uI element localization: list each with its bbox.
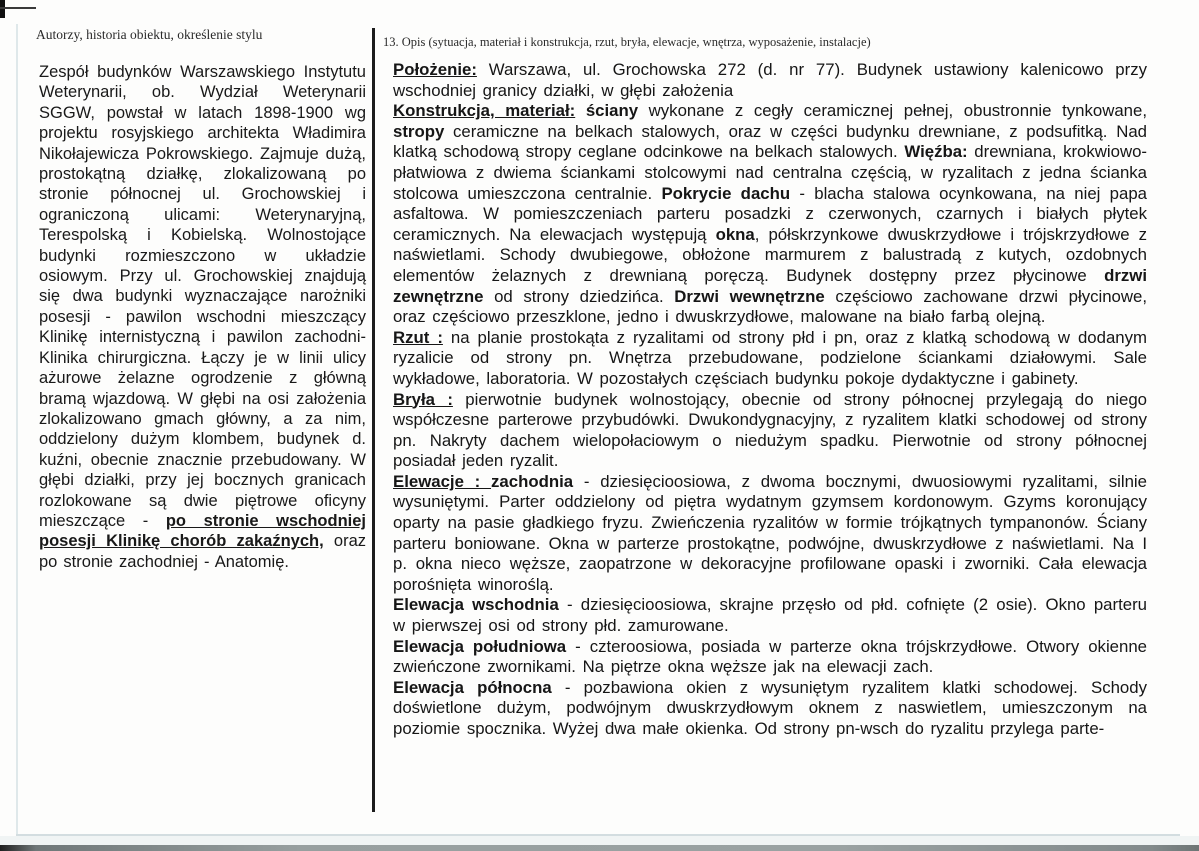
scan-corner-mark-horizontal <box>0 7 36 9</box>
paragraph: Położenie: Warszawa, ul. Grochowska 272 (d. nr 77). Budynek ustawiony kalenicowo przy wschodniej granicy działki, w głębi założenia <box>393 60 1147 100</box>
paragraph: Rzut : na planie prostokąta z ryzalitami od strony płd i pn, oraz z klatką schodową w dodanym ryzalicie od strony pn. Wnętrza przebudowane, podzielone ściankami działowymi. Sale wykładowe, laboratoria. W pozostałych częściach budynku pokoje dydaktyczne i gabinety. <box>393 327 1147 388</box>
paragraph: Zespół budynków Warszawskiego Instytutu Weterynarii, ob. Wydział Weterynarii SGGW, powstał w latach 1898-1900 wg projektu rosyjskiego architekta Władimira Nikołajewicza Pokrowskiego. Zajmuje dużą, prostokątną działkę, zlokalizowaną po stronie północnej ul. Grochowskiej i ograniczoną ulicami: Weterynaryjną, Terespolską i Kobielską. Wolnostojące budynki rozmieszczono w układzie osiowym. Przy ul. Grochowskiej znajdują się dwa budynki wyznaczające narożniki posesji - pawilon wschodni mieszczący Klinikę internistyczną i pawilon zachodni- Klinika chirurgiczna. Łączy je w linii ulicy ażurowe żelazne ogrodzenie z główną bramą wjazdową. W głębi na osi założenia zlokalizowano gmach główny, a za nim, oddzielony dużym klombem, budynek d. kuźni, obecnie znacznie przebudowany. W głębi działki, przy jej bocznych granicach rozlokowane są dwie piętrowe oficyny mieszczące - po stronie wschodniej posesji Klinikę chorób zakaźnych, oraz po stronie zachodniej - Anatomię. <box>39 63 367 571</box>
scan-bottom-margin <box>0 836 1199 845</box>
paragraph: Elewacja północna - pozbawiona okien z wysuniętym ryzalitem klatki schodowej. Schody doświetlone dużym, podwójnym dwuskrzydłowym oknem z naswietlem, umieszczonym na poziomie spocznika. Wyżej dwa małe okienka. Od strony pn-wsch do ryzalitu przylega parte- <box>393 677 1147 738</box>
scan-corner-mark-vertical <box>0 0 5 18</box>
left-section-caption: Autorzy, historia obiektu, określenie stylu <box>36 27 263 42</box>
paragraph: Elewacja wschodnia - dziesięcioosiowa, skrajne przęsło od płd. cofnięte (2 osie). Okno parteru w pierwszej osi od strony płd. zamurowane. <box>393 595 1147 636</box>
scan-bottom-shadow-strip <box>0 845 1199 851</box>
right-column-text <box>393 60 1147 740</box>
left-column-text <box>39 62 366 572</box>
paragraph: Bryła : pierwotnie budynek wolnostojący, obecnie od strony północnej przylegają do niego współczesne parterowe przybudówki. Dwukondygnacyjny, z ryzalitem klatki schodowej od strony pn. Nakryty dachem wielopołaciowym o niedużym spadku. Pierwotnie od strony północnej posiadał jeden ryzalit. <box>393 389 1147 471</box>
paragraph: Elewacja południowa - czteroosiowa, posiada w parterze okna trójskrzydłowe. Otwory okienne zwieńczone zwornikami. Na piętrze okna węższe jak na elewacji zach. <box>393 636 1148 677</box>
paragraph: Elewacje : zachodnia - dziesięcioosiowa, z dwoma bocznymi, dwuosiowymi ryzalitami, silnie wysuniętymi. Parter oddzielony od piętra wydatnym gzymsem kordonowym. Gzyms koronujący oparty na pasie gładkiego fryzu. Zwieńczenia ryzalitów w formie trójkątnych tympanonów. Ściany parteru boniowane. Okna w parterze prostokątne, podwójne, dwuskrzydłowe z naświetlami. Na I p. okna nieco węższe, zaopatrzone w dekoracyjne profilowane opaski i zworniki. Cała elewacja porośnięta winoroślą. <box>393 471 1147 594</box>
column-divider-line <box>372 28 375 812</box>
right-section-caption: 13. Opis (sytuacja, materiał i konstrukcja, rzut, bryła, elewacje, wnętrza, wyposażenie, instalacje) <box>383 35 871 49</box>
paragraph: Konstrukcja, materiał: ściany wykonane z cegły ceramicznej pełnej, obustronnie tynkowane, stropy ceramiczne na belkach stalowych, oraz w części budynku drewniane, z podsufitką. Nad klatką schodową stropy ceglane odcinkowe na belkach stalowych. Więźba: drewniana, krokwiowo- płatwiowa z dwiema ściankami stolcowymi nad centralna częścią, w ryzalitach z jedna ścianka stolcowa umieszczona centralnie. Pokrycie dachu - blacha stalowa ocynkowana, na niej papa asfaltowa. W pomieszczeniach parteru posadzki z czerwonych, czarnych i białych płytek ceramicznych. Na elewacjach występują okna, półskrzynkowe dwuskrzydłowe i trójskrzydłowe z naświetlami. Schody dwubiegowe, obłożone marmurem z balustradą z kutych, ozdobnych elementów żelaznych z drewnianą poręczą. Budynek dostępny przez płycinowe drzwi zewnętrzne od strony dziedzińca. Drzwi wewnętrzne częściowo zachowane drzwi płycinowe, oraz częściowo przeszklone, jedno i dwuskrzydłowe, malowane na biało farbą olejną. <box>393 101 1147 327</box>
page-left-edge-line <box>16 24 18 836</box>
